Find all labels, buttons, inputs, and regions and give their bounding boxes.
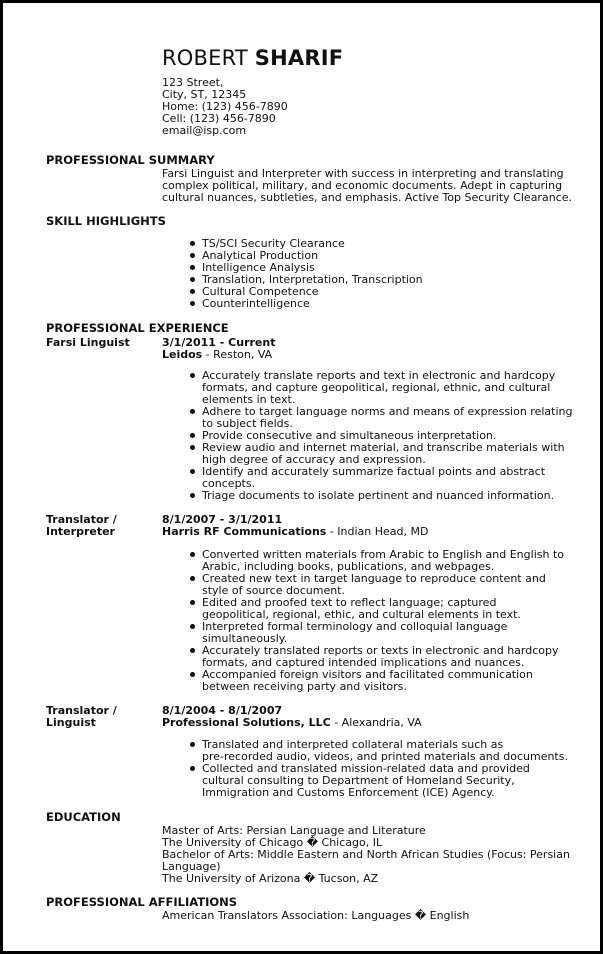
city-line: City, ST, 12345 bbox=[162, 88, 247, 101]
summary-line: Farsi Linguist and Interpreter with success in interpreting and translating bbox=[162, 167, 564, 180]
duty-line: Adhere to target language norms and means of expression relating bbox=[202, 405, 573, 418]
affiliation-line: American Translators Association: Languages � English bbox=[162, 909, 470, 922]
duty-item bbox=[162, 466, 567, 490]
job-duties bbox=[162, 549, 567, 693]
duty-line: Accompanied foreign visitors and facilitated communication bbox=[202, 668, 533, 681]
skill-item: Counterintelligence bbox=[162, 298, 567, 310]
job-duties bbox=[162, 369, 573, 502]
degree-line: Language) bbox=[162, 860, 221, 873]
duty-item bbox=[162, 549, 567, 573]
duty-line: Provide consecutive and simultaneous interpretation. bbox=[202, 429, 497, 442]
skill-item: TS/SCI Security Clearance bbox=[162, 238, 567, 250]
duty-line: simultaneously. bbox=[202, 632, 288, 645]
education-heading: EDUCATION bbox=[46, 810, 121, 824]
summary-text bbox=[162, 167, 572, 204]
job-duties bbox=[162, 739, 567, 799]
company-name: Leidos bbox=[162, 348, 203, 361]
duty-item bbox=[162, 490, 567, 502]
duty-item bbox=[162, 739, 567, 763]
last-name: SHARIF bbox=[254, 46, 344, 70]
duty-line: Review audio and internet material, and transcribe materials with bbox=[202, 441, 565, 454]
duty-line: Collected and translated mission-related data and provided bbox=[202, 762, 530, 775]
address-line: 123 Street, bbox=[162, 76, 224, 89]
duty-item bbox=[162, 763, 567, 799]
skill-item: Cultural Competence bbox=[162, 286, 567, 298]
duty-line: formats, and captured intended implications and nuances. bbox=[202, 656, 525, 669]
duty-line: between receiving party and visitors. bbox=[202, 680, 407, 693]
cell-phone: Cell: (123) 456-7890 bbox=[162, 112, 276, 125]
duty-line: Translated and interpreted collateral materials such as bbox=[202, 738, 504, 751]
skills-heading: SKILL HIGHLIGHTS bbox=[46, 214, 166, 228]
duty-item bbox=[162, 370, 567, 406]
home-phone: Home: (123) 456-7890 bbox=[162, 100, 288, 113]
duty-line: formats, and capture geopolitical, regional, ethnic, and cultural bbox=[202, 381, 551, 394]
job-dates: 8/1/2007 - 3/1/2011 bbox=[162, 513, 283, 526]
affiliations-heading: PROFESSIONAL AFFILIATIONS bbox=[46, 895, 238, 909]
duty-item bbox=[162, 669, 567, 693]
duty-line: cultural consulting to Department of Homeland Security, bbox=[202, 774, 515, 787]
degree-line: Bachelor of Arts: Middle Eastern and North African Studies (Focus: Persian bbox=[162, 848, 570, 861]
duty-line: Accurately translated reports or texts in electronic and hardcopy bbox=[202, 644, 559, 657]
company-name: Harris RF Communications bbox=[162, 525, 327, 538]
duty-item bbox=[162, 405, 573, 430]
degree-line: Master of Arts: Persian Language and Literature bbox=[162, 824, 426, 837]
job-title: Translator / Linguist bbox=[46, 704, 117, 729]
duty-line: Accurately translate reports and text in electronic and hardcopy bbox=[202, 369, 556, 382]
job-title: Farsi Linguist bbox=[46, 336, 130, 349]
duty-line: Edited and proofed text to reflect language; captured bbox=[202, 596, 497, 609]
experience-heading: PROFESSIONAL EXPERIENCE bbox=[46, 321, 229, 335]
skill-item: Intelligence Analysis bbox=[162, 262, 567, 274]
job-employer bbox=[162, 349, 272, 361]
job-dates: 8/1/2004 - 8/1/2007 bbox=[162, 704, 283, 717]
duty-line: Interpreted formal terminology and colloquial language bbox=[202, 620, 508, 633]
skill-item: Analytical Production bbox=[162, 250, 567, 262]
job-dates: 3/1/2011 - Current bbox=[162, 336, 276, 349]
company-location: - Reston, VA bbox=[202, 348, 273, 361]
duty-line: elements in text. bbox=[202, 393, 296, 406]
school-line: The University of Chicago � Chicago, IL bbox=[162, 836, 383, 849]
affiliations-text bbox=[162, 910, 567, 922]
job-employer bbox=[162, 717, 422, 729]
duty-line: high degree of accuracy and expression. bbox=[202, 453, 426, 466]
summary-line: complex political, military, and economic documents. Adept in capturing bbox=[162, 179, 563, 192]
duty-line: style of source document. bbox=[202, 584, 345, 597]
company-location: - Alexandria, VA bbox=[330, 716, 422, 729]
duty-line: to subject fields. bbox=[202, 417, 293, 430]
duty-line: Identify and accurately summarize factual points and abstract bbox=[202, 465, 546, 478]
duty-line: Arabic, including books, publications, and webpages. bbox=[202, 560, 495, 573]
job-title: Translator / Interpreter bbox=[46, 513, 117, 538]
company-name: Professional Solutions, LLC bbox=[162, 716, 331, 729]
candidate-name bbox=[162, 44, 343, 72]
duty-line: pre-recorded audio, videos, and printed materials and documents. bbox=[202, 750, 568, 763]
duty-line: geopolitical, regional, ethic, and cultural elements in text. bbox=[202, 608, 521, 621]
summary-heading: PROFESSIONAL SUMMARY bbox=[46, 153, 215, 167]
company-location: - Indian Head, MD bbox=[326, 525, 429, 538]
duty-item bbox=[162, 573, 567, 597]
contact-info bbox=[162, 77, 288, 137]
duty-line: Created new text in target language to reproduce content and bbox=[202, 572, 546, 585]
skills-list bbox=[162, 238, 567, 310]
email: email@isp.com bbox=[162, 124, 247, 137]
duty-line: concepts. bbox=[202, 477, 256, 490]
duty-line: Triage documents to isolate pertinent and nuanced information. bbox=[202, 489, 555, 502]
summary-line: cultural nuances, subtleties, and emphasis. Active Top Security Clearance. bbox=[162, 191, 572, 204]
duty-line: Converted written materials from Arabic to English and English to bbox=[202, 548, 564, 561]
duty-item bbox=[162, 621, 567, 645]
duty-item bbox=[162, 597, 567, 621]
duty-item bbox=[162, 442, 567, 466]
job-employer bbox=[162, 526, 429, 538]
school-line: The University of Arizona � Tucson, AZ bbox=[162, 872, 379, 885]
skill-item: Translation, Interpretation, Transcription bbox=[162, 274, 567, 286]
duty-item bbox=[162, 645, 567, 669]
education-text bbox=[162, 824, 570, 885]
first-name: ROBERT bbox=[162, 46, 248, 70]
duty-line: Immigration and Customs Enforcement (ICE) Agency. bbox=[202, 786, 495, 799]
